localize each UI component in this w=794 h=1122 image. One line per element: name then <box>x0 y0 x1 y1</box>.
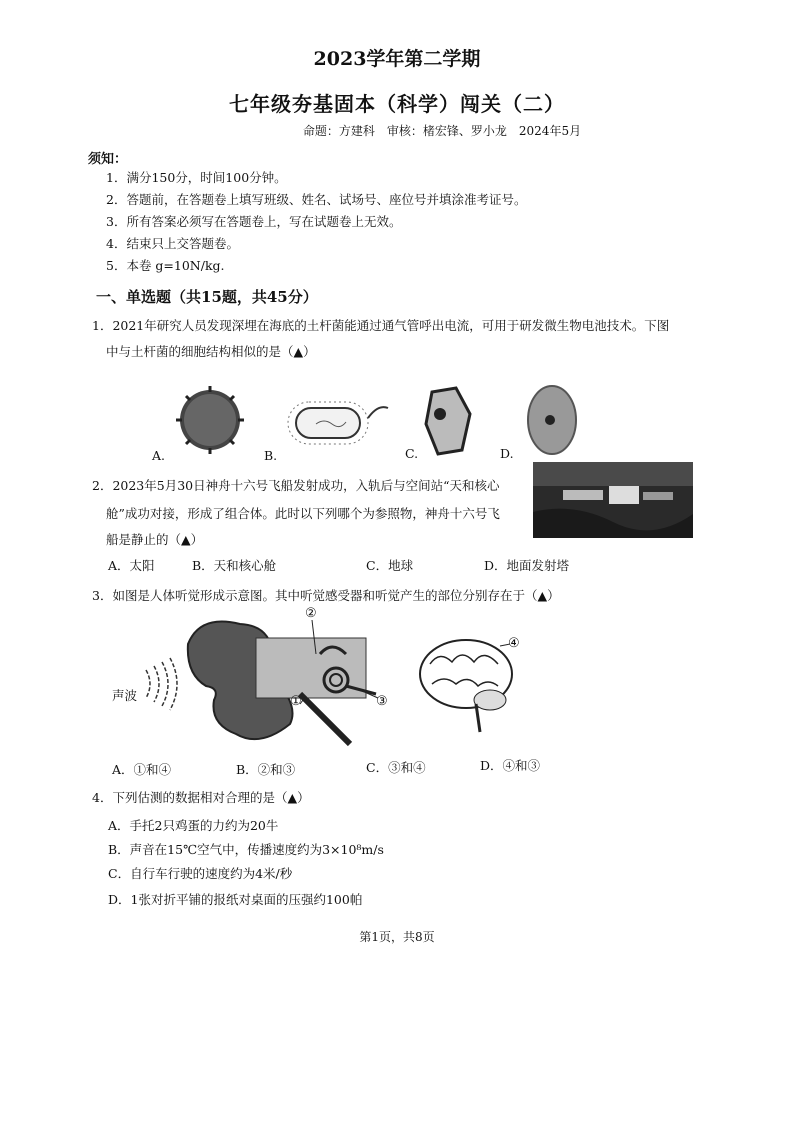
marker-4: ④ <box>508 636 520 651</box>
marker-3: ③ <box>376 694 388 709</box>
question-3-option-d: D．④和③ <box>480 758 541 773</box>
question-2-option-a: A．太阳 <box>108 558 155 573</box>
question-3-line-1: 3．如图是人体听觉形成示意图。其中听觉感受器和听觉产生的部位分别存在于（▲） <box>92 588 560 603</box>
notice-item: 2．答题前，在答题卷上填写班级、姓名、试场号、座位号并填涂准考证号。 <box>106 192 527 207</box>
question-3-option-c: C．③和④ <box>366 760 426 775</box>
exam-term-title: 2023学年第二学期 <box>313 48 481 70</box>
question-4-line-1: 4．下列估测的数据相对合理的是（▲） <box>92 790 310 805</box>
question-1-line-1: 1．2021年研究人员发现深埋在海底的土杆菌能通过通气管呼出电流，可用于研发微生物电池技术。下图 <box>92 318 670 333</box>
question-1-option-b: B. <box>264 448 278 463</box>
question-2-line-1: 2．2023年5月30日神舟十六号飞船发射成功，入轨后与空间站“天和核心 <box>92 478 500 493</box>
question-2-option-d: D．地面发射塔 <box>484 558 570 573</box>
exam-meta: 命题：方建科 审核：楮宏锋、罗小龙 2024年5月 <box>302 124 582 138</box>
question-2-line-2: 舱”成功对接，形成了组合体。此时以下列哪个为参照物，神舟十六号飞 <box>106 506 500 521</box>
sound-wave-label: 声波 <box>112 688 138 703</box>
marker-1: ① <box>290 694 302 709</box>
question-4-option-d: D．1张对折平铺的报纸对桌面的压强约100帕 <box>108 892 363 907</box>
exam-title: 七年级夯基固本（科学）闯关（二） <box>229 92 565 116</box>
notice-heading: 须知： <box>88 152 128 167</box>
question-2-line-3: 船是静止的（▲） <box>106 532 204 547</box>
question-4-option-a: A．手托2只鸡蛋的力约为20牛 <box>108 818 279 833</box>
question-1-option-c: C. <box>405 446 419 461</box>
page-footer: 第1页，共8页 <box>359 930 435 944</box>
middle-inner-ear <box>256 638 366 698</box>
question-3-option-b: B．②和③ <box>236 762 296 777</box>
plant-cell-figure <box>426 388 470 454</box>
marker-2: ② <box>305 606 317 621</box>
question-3-option-a: A．①和④ <box>112 762 172 777</box>
question-1-option-a: A. <box>152 448 166 463</box>
notice-item: 1．满分150分，时间100分钟。 <box>106 170 287 185</box>
sound-waves <box>146 658 177 710</box>
question-4-option-c: C．自行车行驶的速度约为4米/秒 <box>108 866 293 881</box>
bacterium-figure <box>288 402 388 444</box>
question-4-option-b: B．声音在15℃空气中，传播速度约为3×10⁸m/s <box>108 842 384 857</box>
question-2-option-c: C．地球 <box>366 558 414 573</box>
virus-figure <box>176 386 244 454</box>
question-1-line-2: 中与土杆菌的细胞结构相似的是（▲） <box>106 344 316 359</box>
cell-figures <box>170 384 590 460</box>
notice-item: 4．结束只上交答题卷。 <box>106 236 239 251</box>
hearing-diagram <box>140 604 540 750</box>
notice-item: 5．本卷 g=10N/kg. <box>106 258 225 273</box>
space-station-photo <box>533 462 693 538</box>
section-title: 一、单选题（共15题，共45分） <box>96 288 318 306</box>
notice-item: 3．所有答案必须写在答题卷上，写在试题卷上无效。 <box>106 214 402 229</box>
question-1-option-d: D. <box>500 446 514 461</box>
brain-figure <box>420 640 512 732</box>
question-2-option-b: B．天和核心舱 <box>192 558 277 573</box>
animal-cell-figure <box>528 386 576 454</box>
